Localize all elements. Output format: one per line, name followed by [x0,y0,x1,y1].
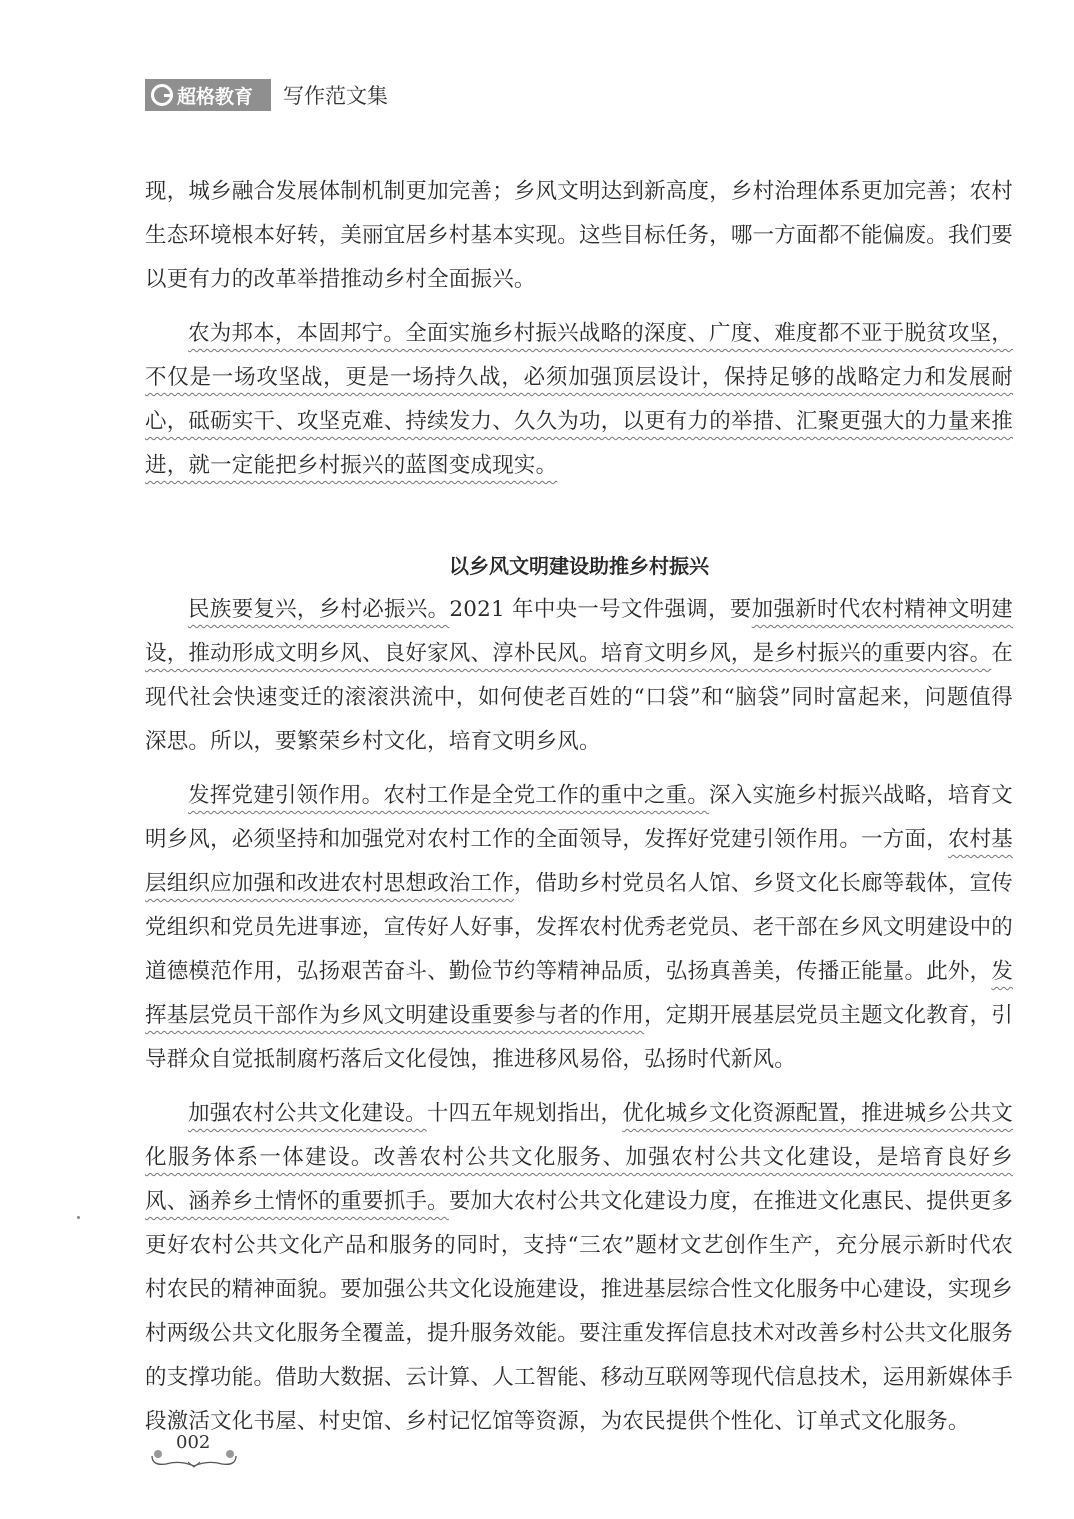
article2-paragraph-2: 发挥党建引领作用。农村工作是全党工作的重中之重。深入实施乡村振兴战略，培育文明乡风，必须坚持和加强党对农村工作的全面领导，发挥好党建引领作用。一方面，农村基层组织应加强和改进农村思想政治工作，借助乡村党员名人馆、乡贤文化长廊等载体，宣传党组织和党员先进事迹，宣传好人好事，发挥农村优秀老党员、老干部在乡风文明建设中的道德模范作用，弘扬艰苦奋斗、勤俭节约等精神品质，弘扬真善美，传播正能量。此外，发挥基层党员干部作为乡风文明建设重要参与者的作用，定期开展基层党员主题文化教育，引导群众自觉抵制腐朽落后文化侵蚀，推进移风易俗，弘扬时代新风。 [145,783,1014,1072]
underlined-text: 发挥基层党员干部作为乡风文明建设重要参与者的作用 [145,959,1014,1028]
underlined-text: 加强新时代农村精神文明建设，推动形成文明乡风、良好家风、淳朴民风。 [145,597,1013,666]
underlined-text: 民族要复兴，乡村必振兴。 [188,597,450,622]
page-body [145,170,1013,1444]
underlined-text: 农村基层组织应加强和改进农村思想政治工作 [145,827,1014,896]
page-header [145,78,388,112]
article-title: 以乡风文明建设助推乡村振兴 [449,554,709,578]
logo-text: 超格教育 [177,85,254,108]
underlined-text: 培育文明乡风，是乡村振兴的重要内容。 [600,641,992,666]
underlined-text: 优化城乡文化资源配置，推进城乡公共文化服务体系一体建设。 [145,1101,1014,1170]
scan-speck [77,1216,80,1219]
page-number: 002 [176,1432,211,1453]
publisher-logo [145,79,271,111]
underlined-text: 农为邦本，本固邦宁。全面实施乡村振兴战略的深度、广度、难度都不亚于脱贫攻坚，不仅是一场攻坚战，更是一场持久战，必须加强顶层设计，保持足够的战略定力和发展耐心，砥砺实干、攻坚克难、持续发力、久久为功，以更有力的举措、汇聚更强大的力量来推进，就一定能把乡村振兴的蓝图变成现实。 [145,321,1014,478]
underlined-text: 改善农村公共文化服务、加强农村公共文化建设，是培育良好乡风、涵养乡土情怀的重要抓手。 [145,1145,1013,1214]
article1-paragraph-2 [145,312,1013,488]
article1-paragraph-1: 现，城乡融合发展体制机制更加完善；乡风文明达到新高度，乡村治理体系更加完善；农村生态环境根本好转，美丽宜居乡村基本实现。这些目标任务，哪一方面都不能偏废。我们要以更有力的改革举措推动乡村全面振兴。 [145,179,1014,292]
underlined-text: 发挥党建引领作用。农村工作是全党工作的重中之重。 [188,783,710,808]
page-footer [148,1432,243,1472]
underlined-text: 加强农村公共文化建设。 [188,1101,427,1126]
book-title: 写作范文集 [283,84,388,108]
article2-paragraph-1: 民族要复兴，乡村必振兴。2021 年中央一号文件强调，要加强新时代农村精神文明建设，推动形成文明乡风、良好家风、淳朴民风。培育文明乡风，是乡村振兴的重要内容。在现代社会快速变迁的滚滚洪流中，如何使老百姓的“口袋”和“脑袋”同时富起来，问题值得深思。所以，要繁荣乡村文化，培育文明乡风。 [145,597,1014,754]
logo-g-icon [151,84,173,106]
article2-paragraph-3: 加强农村公共文化建设。十四五年规划指出，优化城乡文化资源配置，推进城乡公共文化服务体系一体建设。改善农村公共文化服务、加强农村公共文化建设，是培育良好乡风、涵养乡土情怀的重要抓手。要加大农村公共文化建设力度，在推进文化惠民、提供更多更好农村公共文化产品和服务的同时，支持“三农”题材文艺创作生产，充分展示新时代农村农民的精神面貌。要加强公共文化设施建设，推进基层综合性文化服务中心建设，实现乡村两级公共文化服务全覆盖，提升服务效能。要注重发挥信息技术对改善乡村公共文化服务的支撑功能。借助大数据、云计算、人工智能、移动互联网等现代信息技术，运用新媒体手段激活文化书屋、村史馆、乡村记忆馆等资源，为农民提供个性化、订单式文化服务。 [145,1101,1014,1434]
